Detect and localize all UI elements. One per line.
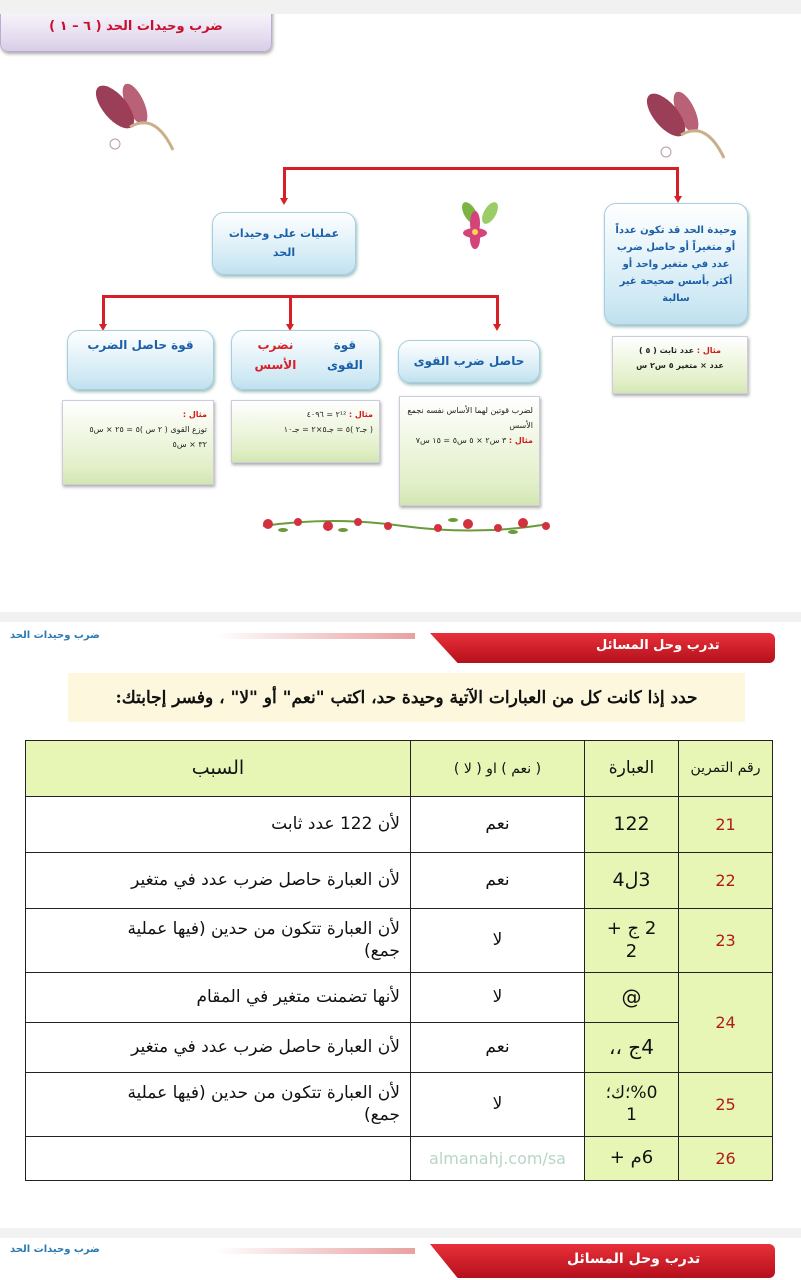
table-row <box>26 797 773 853</box>
header-number-text: رقم التمرين <box>690 759 761 776</box>
row-expression-cell <box>585 909 679 973</box>
lesson-label: ضرب وحيدات الحد <box>10 630 100 641</box>
row-reason-empty <box>26 1137 411 1181</box>
operations-box: عمليات على وحيدات الحد <box>212 212 356 275</box>
row-reason: لأن العبارة حاصل ضرب عدد في متغير <box>26 1023 411 1073</box>
row-reason: لأن العبارة تتكون من حدين (فيها عملية <box>127 919 400 940</box>
row-expression: 3ل4 <box>585 853 679 909</box>
answers-table <box>25 740 773 1181</box>
header-expression <box>585 741 679 797</box>
example-text: ٢¹² = ٤٠٩٦ <box>306 410 347 419</box>
example-text: ٣٢ × س٥ <box>172 440 207 450</box>
page-top-strip <box>0 0 801 14</box>
table-row <box>26 1137 773 1181</box>
header-reason-text: السبب <box>191 756 245 779</box>
row-expression-cell <box>585 1073 679 1137</box>
power-of-product-example <box>62 400 214 485</box>
row-number: 24 <box>679 973 773 1073</box>
lesson-label: ضرب وحيدات الحد <box>10 1244 100 1255</box>
power-of-power-box <box>231 330 380 390</box>
row-reason: لأن 122 عدد ثابت <box>26 797 411 853</box>
example-label: مثال : <box>508 436 533 446</box>
row-reason: جمع) <box>363 1104 400 1125</box>
header-yes-no <box>411 741 585 797</box>
header-yes-no-text: ( نعم ) او ( لا ) <box>453 760 542 777</box>
header-rule <box>215 633 415 639</box>
connector-line <box>283 167 286 199</box>
roses-border <box>258 510 553 542</box>
row-reason: لأن العبارة تتكون من حدين (فيها عملية <box>127 1083 400 1104</box>
arrow-down-icon <box>493 324 501 331</box>
row-expression: 6م + <box>585 1137 679 1181</box>
definition-box: وحيدة الحد قد تكون عدداً أو متغيراً أو حاصل ضرب عدد في متغير واحد أو أكثر بأسس صحيحة غير سالبة <box>604 203 748 325</box>
connector-line <box>496 295 499 325</box>
row-expression: 2 ج + <box>606 918 657 939</box>
row-answer: نعم <box>411 853 585 909</box>
example-text: عدد ثابت ( ٥ ) <box>639 346 695 355</box>
power-of-power-example <box>231 400 380 463</box>
product-of-powers-example <box>399 396 540 506</box>
product-of-powers-box: حاصل ضرب القوى <box>398 340 540 383</box>
connector-line <box>102 295 105 325</box>
example-label: مثال : <box>696 346 721 355</box>
instruction-text: حدد إذا كانت كل من العبارات الآتية وحيدة حد، اكتب "نعم" أو "لا" ، وفسر إجابتك: <box>68 673 745 722</box>
header-expression-text: العبارة <box>608 757 655 778</box>
section-banner-text: تدرب وحل المسائل <box>596 638 720 653</box>
page-divider <box>0 612 801 622</box>
row-expression: @ <box>585 973 679 1023</box>
row-answer: لا <box>411 973 585 1023</box>
diagram-title: ضرب وحيدات الحد ( ٦ – ١ ) <box>0 0 272 52</box>
table-header-row <box>26 741 773 797</box>
arrow-down-icon <box>280 198 288 205</box>
example-label: مثال : <box>182 410 207 419</box>
row-expression: 1 <box>626 1104 637 1125</box>
table-row <box>26 973 773 1023</box>
table-row <box>26 1073 773 1137</box>
table-row <box>26 1023 773 1073</box>
row-reason: لأنها تضمنت متغير في المقام <box>26 973 411 1023</box>
watermark: almanahj.com/sa <box>411 1137 585 1181</box>
connector-line <box>102 295 499 298</box>
row-answer: لا <box>411 909 585 973</box>
example-text: عدد × متغير ٥ س٢ س <box>636 361 724 371</box>
table-row <box>26 909 773 973</box>
page-divider <box>0 1228 801 1238</box>
connector-line <box>283 167 679 170</box>
flower-icon <box>455 195 505 250</box>
connector-line <box>676 167 679 197</box>
row-number: 21 <box>679 797 773 853</box>
connector-line <box>289 295 292 325</box>
example-text: ( جـ٢ )٥ = جـ٥×٢ = جـ١٠ <box>283 425 373 435</box>
power-of-product-box: قوة حاصل الضرب <box>67 330 214 390</box>
row-number: 22 <box>679 853 773 909</box>
row-answer: نعم <box>411 1023 585 1073</box>
multiply-exponents-text: نضرب الأسس <box>254 338 297 373</box>
row-reason-cell <box>26 909 411 973</box>
row-answer: نعم <box>411 797 585 853</box>
header-number <box>679 741 773 797</box>
rule-text: لضرب قوتين لهما الأساس نفسه نجمع الأسس <box>407 406 533 431</box>
example-text: ٣ س٢ × ٥ س٥ = ١٥ س٧ <box>415 436 507 446</box>
header-rule <box>215 1248 415 1254</box>
butterfly-icon <box>636 90 731 162</box>
row-expression: 4ج ،، <box>585 1023 679 1073</box>
row-expression: 2 <box>625 940 638 962</box>
row-number: 23 <box>679 909 773 973</box>
example-label: مثال : <box>348 410 373 419</box>
row-expression: 122 <box>585 797 679 853</box>
butterfly-icon <box>85 82 180 154</box>
section-banner-text: تدرب وحل المسائل <box>567 1251 701 1267</box>
row-number: 26 <box>679 1137 773 1181</box>
row-number: 25 <box>679 1073 773 1137</box>
example-text: توزع القوى ( ٢ س )٥ = ٢٥ × س٥ <box>89 425 207 435</box>
power-of-power-title: قوة القوى <box>327 338 363 373</box>
row-expression: %0؛ك؛ <box>605 1083 658 1104</box>
header-reason <box>26 741 411 797</box>
arrow-down-icon <box>674 196 682 203</box>
definition-example-box <box>612 336 748 394</box>
row-reason: جمع) <box>363 940 400 961</box>
table-row <box>26 853 773 909</box>
row-answer: لا <box>411 1073 585 1137</box>
row-reason-cell <box>26 1073 411 1137</box>
row-reason: لأن العبارة حاصل ضرب عدد في متغير <box>26 853 411 909</box>
